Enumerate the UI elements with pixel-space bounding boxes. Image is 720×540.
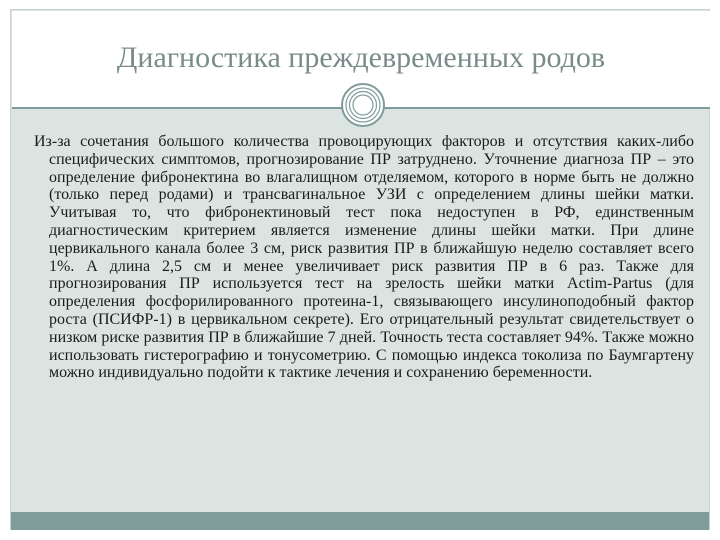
bottom-band [11, 512, 709, 530]
slide-title: Диагностика преждевременных родов [116, 41, 606, 74]
slide [10, 9, 710, 530]
slide-body-text: Из-за сочетания большого количества провоцирующих факторов и отсутствия каких-либо специфических симптомов, прогнозирование ПР затруднено. Уточнение диагноза ПР – это определение фибронектина во влагалищном отделяемом, которого в норме быть не должно (только перед родами) и трансвагинальное УЗИ с определением длины шейки матки. Учитывая то, что фибронектиновый тест пока недоступен в РФ, единственным диагностическим критерием является изменение длины шейки матки. При длине цервикального канала более 3 см, риск развития ПР в ближайшую неделю составляет всего 1%. А длина 2,5 см и менее увеличивает риск развития ПР в 6 раз. Также для прогнозирования ПР используется тест на зрелость шейки матки Actim-Partus (для определения фосфорилированного протеина-1, связывающего инсулиноподобный фактор роста (ПСИФР-1) в цервикальном секрете). Его отрицательный результат свидетельствует о низком риске развития ПР в ближайшие 7 дней. Точность теста составляет 94%. Также можно использовать гистерографию и тонусометрию. С помощью индекса токолиза по Баумгартену можно индивидуально подойти к тактике лечения и сохранению беременности. [34, 133, 694, 382]
circle-ornament-icon [340, 82, 386, 128]
